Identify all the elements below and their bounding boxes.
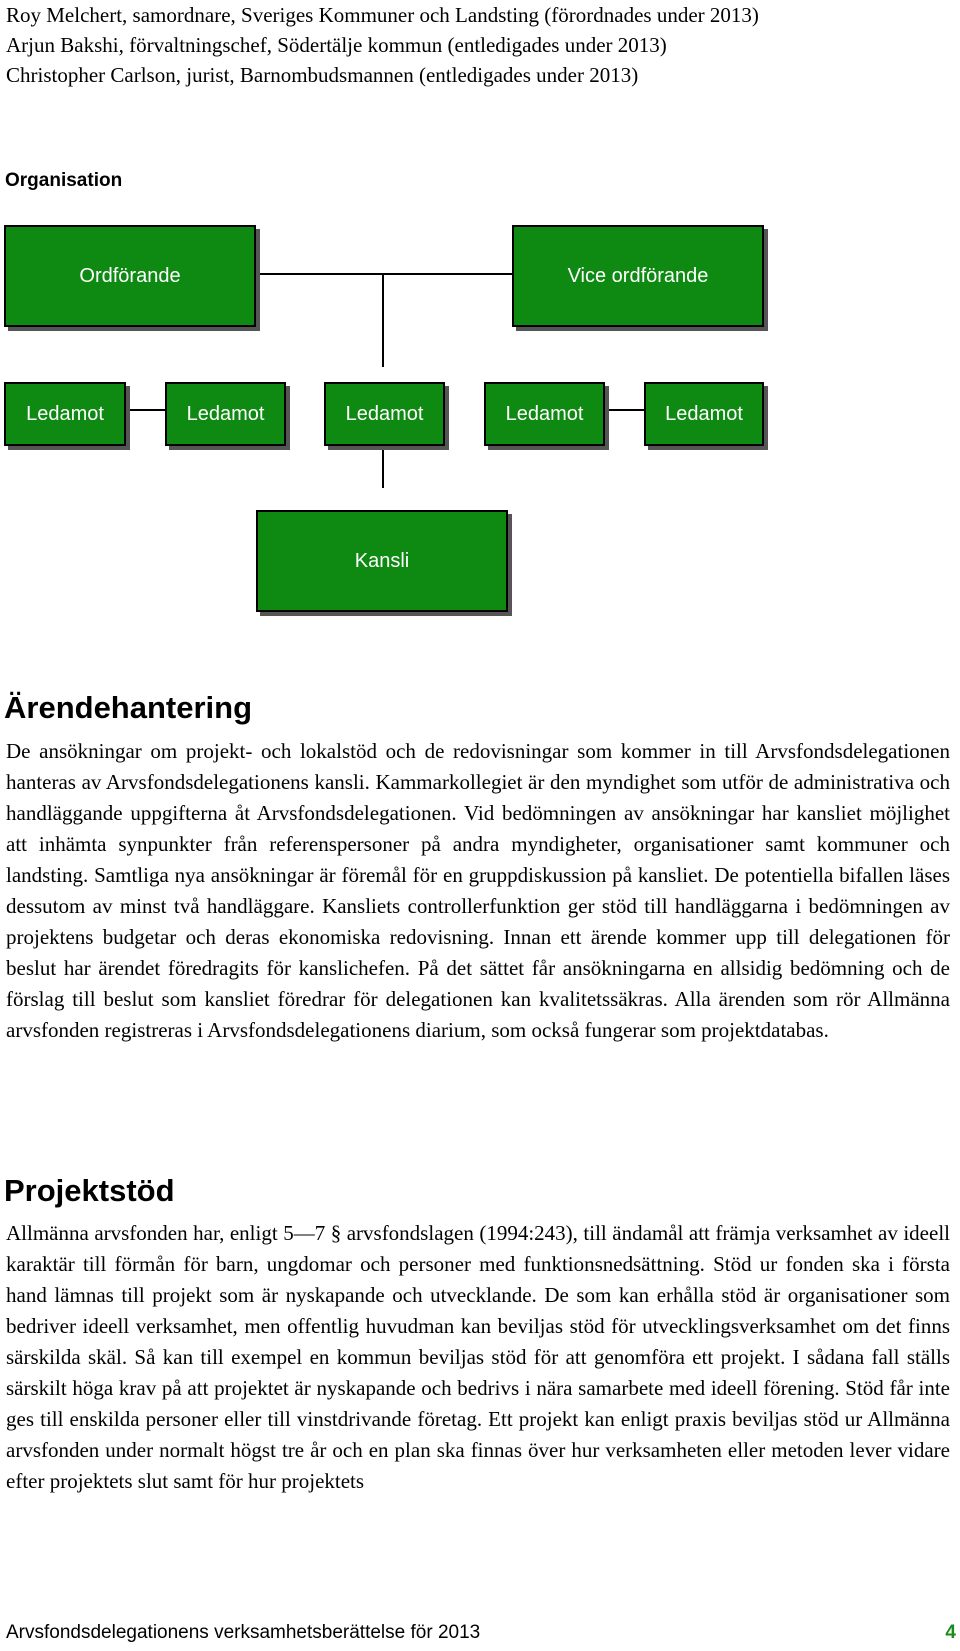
intro-line: Arjun Bakshi, förvaltningschef, Södertälje kommun (entledigades under 2013) (6, 33, 667, 57)
intro-line: Christopher Carlson, jurist, Barnombudsmannen (entledigades under 2013) (6, 63, 639, 87)
intro-line: Roy Melchert, samordnare, Sveriges Kommuner och Landsting (förordnades under 2013) (6, 3, 759, 27)
connector-member-4-5 (604, 409, 646, 411)
member-box: Ledamot (324, 382, 445, 446)
project-support-paragraph: Allmänna arvsfonden har, enligt 5—7 § arvsfondslagen (1994:243), till ändamål att främja verksamhet av ideell karaktär till förmån för barn, ungdomar och personer med funktionsnedsättning. Stöd ur fonden ska i första hand lämnas till projekt som är nyskapande och utvecklande. De som kan erhålla stöd är organisationer som bedriver ideell verksamhet, men offentlig huvudman kan beviljas stöd för utvecklingsverksamhet om det finns särskilda skäl. Så kan till exempel en kommun beviljas stöd för att genomföra ett projekt. I sådana fall ställs särskilt höga krav på att projektet är nyskapande och bedrivs i nära samarbete med ideell förening. Stöd får inte ges till enskilda personer eller till vinstdrivande företag. Ett projekt kan enligt praxis beviljas stöd ur Allmänna arvsfonden under normalt högst tre år och en plan ska finnas över hur verksamheten eller metoden lever vidare efter projektets slut samt för hur projektets (6, 1221, 950, 1493)
office-box: Kansli (256, 510, 508, 612)
member-box: Ledamot (4, 382, 126, 446)
page-footer (6, 1622, 956, 1644)
connector-vertical-top (382, 273, 384, 367)
member-box: Ledamot (165, 382, 286, 446)
connector-chair-vice (254, 273, 514, 275)
chair-box: Ordförande (4, 225, 256, 327)
connector-member-1-2 (124, 409, 166, 411)
connector-vertical-bottom (382, 440, 384, 488)
section-heading-project-support: Projektstöd (4, 1173, 175, 1208)
section-heading-case-handling: Ärendehantering (4, 690, 253, 725)
page-number: 4 (945, 1622, 956, 1643)
vice-chair-box: Vice ordförande (512, 225, 764, 327)
org-title: Organisation (5, 170, 123, 191)
footer-title: Arvsfondsdelegationens verksamhetsberättelse för 2013 (6, 1622, 481, 1643)
intro-list (6, 0, 896, 90)
case-handling-paragraph: De ansökningar om projekt- och lokalstöd och de redovisningar som kommer in till Arvsfondsdelegationen hanteras av Arvsfondsdelegationens kansli. Kammarkollegiet är den myndighet som utför de administrativa och handläggande uppgifterna åt Arvsfondsdelegationen. Vid bedömningen av ansökningar har kansliet möjlighet att inhämta synpunkter från referenspersoner på andra myndigheter, organisationer samt kommuner och landsting. Samtliga nya ansökningar är föremål för en gruppdiskussion på kansliet. De potentiella bifallen läses dessutom av minst två handläggare. Kansliets controllerfunktion ger stöd till handläggarna i bedömningen av projektens budgetar och deras ekonomiska redovisning. Innan ett ärende kommer upp till delegationen för beslut har ärendet föredragits för kanslichefen. På det sättet får ansökningarna en allsidig bedömning och de förslag till beslut som kansliet föredrar för delegationen kan kvalitetssäkras. Alla ärenden som rör Allmänna arvsfonden registreras i Arvsfondsdelegationens diarium, som också fungerar som projektdatabas. (6, 739, 950, 1042)
member-box: Ledamot (644, 382, 764, 446)
member-box: Ledamot (484, 382, 605, 446)
